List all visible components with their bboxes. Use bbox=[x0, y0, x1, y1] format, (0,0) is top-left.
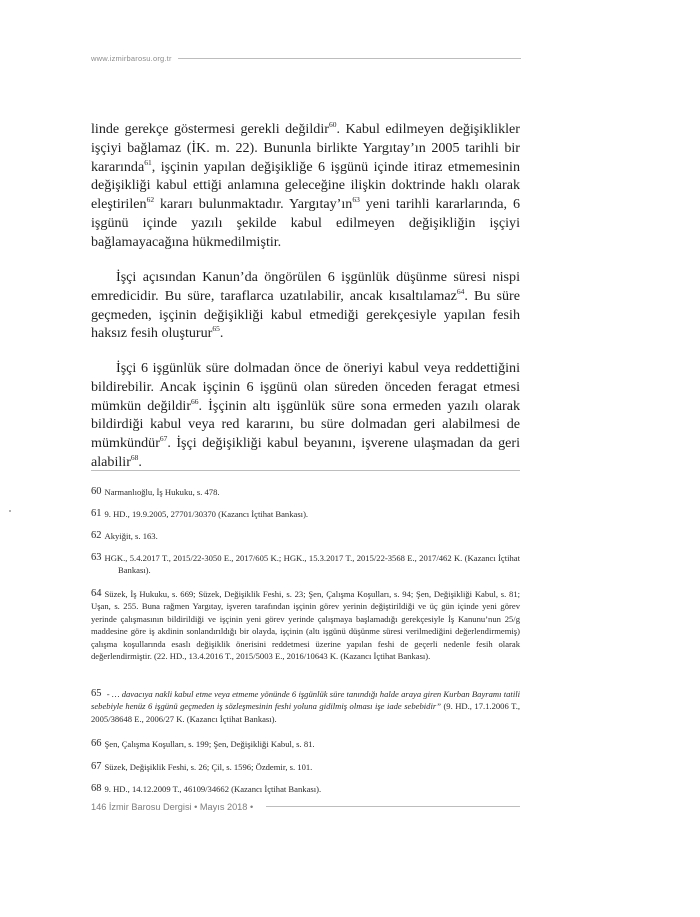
footnote-quote: … davacıya nakli kabul etme veya etmeme yönünde 6 işgünlük süre tanındığı halde araya giren Kurban Bayramı tatili sebebiyle henüz 6 işgünü geçmeden iş sözleşmesinin feshi yoluna gidilmiş olması işe iade sebebidir” bbox=[91, 689, 520, 712]
paragraph-text: . Kabul edilmeyen değişiklikler işçiyi bağlamaz (İK. m. 22). Bununla birlikte Yargıtay’ın 2005 tarihli bir kararında bbox=[91, 121, 520, 175]
footnote-68 bbox=[91, 783, 520, 795]
header-url: www.izmirbarosu.org.tr bbox=[91, 54, 172, 63]
footnote-text: Süzek, İş Hukuku, s. 669; Süzek, Değişiklik Feshi, s. 23; Şen, Çalışma Koşulları, s. 94; Şen, Değişikliği Kabul, s. 81; Uşan, s. 255. Buna rağmen Yargıtay, işveren tarafından işçinin görev yerinin değiştirildiği ve üç gün içinde yeni görev yerinde çalışmasının bildirildiği ve işçinin yeni görev yerinde çalışmaya başlamadığı gerekçesiyle İş Kanunu’nun 25/g maddesine göre iş akdinin sonlandırıldığı bir olayda, işçinin (altı işgünü düşünme süresi verilmediğini değerlendirmemiş) çalışma koşullarında esaslı değişiklik önerisini reddetmesi üzerine yapılan feshi de geçerli nedenle fesih olarak değerlendirmiştir. (22. HD., 13.4.2016 T., 2015/5003 E., 2016/10643 K. (Kazancı İçtihat Bankası). bbox=[91, 589, 520, 662]
footnote-number: 65 bbox=[91, 688, 102, 699]
footnote-text: HGK., 5.4.2017 T., 2015/22-3050 E., 2017/605 K.; HGK., 15.3.2017 T., 2015/22-3568 E., 2017/462 K. (Kazancı İçtihat Bankası). bbox=[104, 553, 520, 576]
footnote-66 bbox=[91, 738, 520, 750]
body-paragraph-3 bbox=[91, 359, 520, 472]
footnote-ref-62[interactable]: 62 bbox=[146, 195, 155, 205]
paragraph-text: . Bu süre geçmeden, işçinin değişikliği kabul etmediği gerekçesiyle yapılan fesih haksız fesih oluşturur bbox=[91, 287, 520, 342]
footnote-67 bbox=[91, 761, 520, 773]
paragraph-text: . bbox=[138, 453, 142, 470]
paragraph-text: İşçi açısından Kanun’da öngörülen 6 işgünlük düşünme süresi nispi emredicidir. Bu süre, taraflarca uzatılabilir, ancak kısaltılamaz bbox=[91, 269, 520, 304]
footnote-number: 64 bbox=[91, 588, 102, 599]
page-footer: 146 İzmir Barosu Dergisi • Mayıs 2018 • bbox=[91, 802, 254, 812]
footnote-text: 9. HD., 14.12.2009 T., 46109/34662 (Kazancı İçtihat Bankası). bbox=[104, 784, 322, 794]
footnote-text: Narmanlıoğlu, İş Hukuku, s. 478. bbox=[104, 487, 220, 497]
body-paragraph-2 bbox=[91, 268, 520, 343]
paragraph-text: linde gerekçe göstermesi gerekli değildir bbox=[91, 121, 329, 137]
body-paragraph-1 bbox=[91, 120, 520, 252]
margin-mark bbox=[9, 510, 11, 512]
footnote-ref-65[interactable]: 65 bbox=[212, 324, 220, 334]
footer-divider bbox=[266, 806, 520, 807]
footnote-62 bbox=[91, 530, 520, 542]
footnote-number: 63 bbox=[91, 552, 102, 563]
footnote-text: Süzek, Değişiklik Feshi, s. 26; Çil, s. 1596; Özdemir, s. 101. bbox=[104, 762, 313, 772]
paragraph-text: , işçinin yapılan değişikliğe 6 işgünü içinde itiraz etmemesinin değişikliği kabul ettiği anlamına geleceğine ilişkin doktrinde haklı olarak eleştirilen bbox=[91, 158, 520, 213]
footnote-ref-67[interactable]: 67 bbox=[159, 434, 168, 444]
footnote-number: 67 bbox=[91, 761, 102, 772]
footnote-number: 61 bbox=[91, 508, 102, 519]
paragraph-text: . İşçinin altı işgünlük süre sona ermeden yazılı olarak bildirdiği kabul veya red kararını, bu süre dolmadan geri alabilmesi de mümkündür bbox=[91, 397, 520, 452]
header-divider bbox=[178, 58, 521, 59]
footnote-ref-68[interactable]: 68 bbox=[130, 452, 139, 462]
footnote-text: (9. HD., 17.1.2006 T., 2005/38648 E., 2006/27 K. (Kazancı İçtihat Bankası). bbox=[91, 701, 520, 724]
paragraph-text: . bbox=[219, 325, 224, 342]
footnote-divider bbox=[91, 470, 520, 471]
footnote-65 bbox=[91, 688, 520, 725]
footnote-60 bbox=[91, 486, 520, 498]
footnote-text: Akyiğit, s. 163. bbox=[104, 531, 158, 541]
footnote-number: 62 bbox=[91, 530, 102, 541]
footnote-number: 66 bbox=[91, 738, 102, 749]
footnote-ref-61[interactable]: 61 bbox=[144, 157, 152, 167]
footnote-number: 68 bbox=[91, 783, 102, 794]
footnote-text: 9. HD., 19.9.2005, 27701/30370 (Kazancı İçtihat Bankası). bbox=[104, 509, 309, 519]
footnote-63 bbox=[91, 552, 520, 577]
footnote-64 bbox=[91, 588, 520, 662]
footnote-ref-63[interactable]: 63 bbox=[352, 195, 360, 205]
paragraph-text: yeni tarihli kararlarında, 6 işgünü içinde yazılı şekilde kabul edilmeyen değişikliğin işçiyi bağlamayacağına hükmedilmiştir. bbox=[91, 196, 520, 250]
paragraph-text: kararı bulunmaktadır. Yargıtay’ın bbox=[154, 196, 353, 213]
footnote-number: 60 bbox=[91, 486, 102, 497]
footnote-ref-66[interactable]: 66 bbox=[191, 396, 199, 406]
footnote-text: Şen, Çalışma Koşulları, s. 199; Şen, Değişikliği Kabul, s. 81. bbox=[104, 739, 315, 749]
footnote-61 bbox=[91, 508, 520, 520]
footnote-ref-64[interactable]: 64 bbox=[456, 286, 465, 296]
paragraph-text: . İşçi değişikliği kabul beyanını, işverene ulaşmadan da geri alabilir bbox=[91, 435, 520, 470]
footnote-dash: - bbox=[104, 689, 112, 699]
paragraph-text: İşçi 6 işgünlük süre dolmadan önce de öneriyi kabul veya reddettiğini bildirebilir. Ancak işçinin 6 işgünü olan süreden önceden feragat etmesi mümkün değildir bbox=[91, 360, 520, 414]
footnote-ref-60[interactable]: 60 bbox=[328, 120, 337, 129]
